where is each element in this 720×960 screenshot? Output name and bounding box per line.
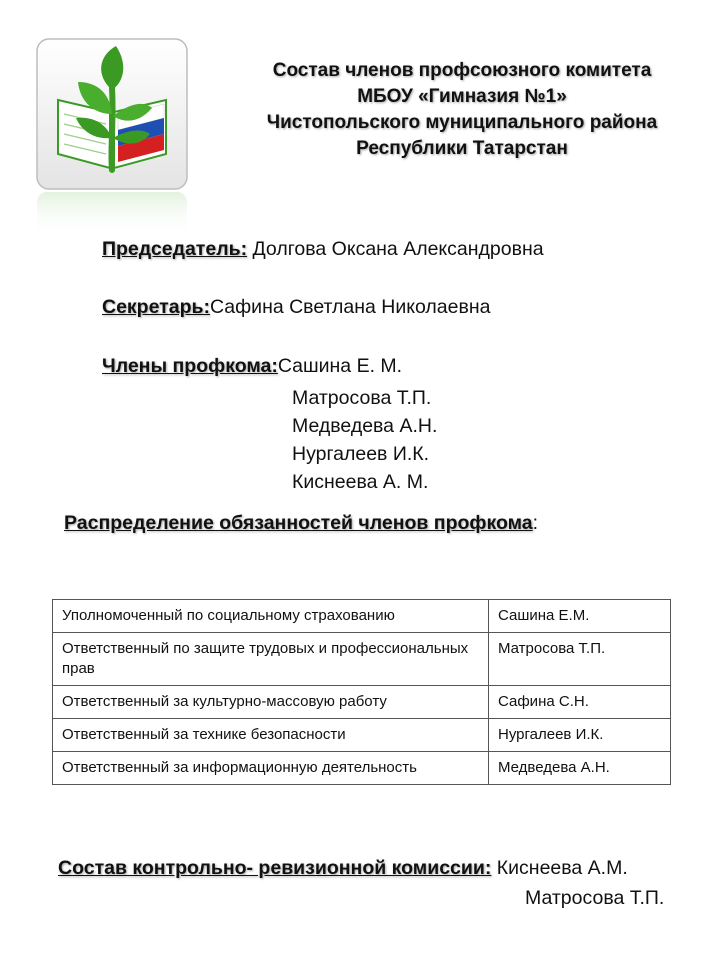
- commission-member: Киснеева А.М.: [496, 857, 628, 879]
- distribution-heading-colon: :: [532, 512, 539, 534]
- distribution-heading: [64, 512, 538, 535]
- member-name: Медведева А.Н.: [292, 415, 438, 437]
- duty-person: Сафина С.Н.: [489, 686, 671, 719]
- members-label: Члены профкома:: [102, 355, 278, 377]
- logo-reflection: [36, 192, 188, 236]
- duty-role: Ответственный за информационную деятельность: [53, 752, 489, 785]
- commission-label: Состав контрольно- ревизионной комиссии:: [58, 857, 492, 879]
- page-title: [232, 58, 692, 162]
- title-line: Состав членов профсоюзного комитета: [272, 60, 652, 81]
- duty-person: Нургалеев И.К.: [489, 719, 671, 752]
- duty-person: Сашина Е.М.: [489, 600, 671, 633]
- duties-table: [52, 599, 671, 785]
- duty-person: Матросова Т.П.: [489, 633, 671, 686]
- table-row: [53, 600, 671, 633]
- title-line: Чистопольского муниципального района: [266, 112, 658, 133]
- duty-role: Уполномоченный по социальному страхованию: [53, 600, 489, 633]
- duty-role: Ответственный по защите трудовых и профессиональных прав: [53, 633, 489, 686]
- commission-member: Матросова Т.П.: [525, 887, 665, 909]
- distribution-heading-text: Распределение обязанностей членов профкома: [64, 512, 533, 534]
- member-name: Киснеева А. М.: [292, 471, 429, 493]
- table-row: [53, 719, 671, 752]
- title-line: МБОУ «Гимназия №1»: [357, 86, 567, 107]
- table-row: [53, 686, 671, 719]
- member-name: Сашина Е. М.: [277, 355, 403, 377]
- member-name: Матросова Т.П.: [292, 387, 432, 409]
- members-row: [102, 355, 402, 378]
- chairman-label: Председатель:: [102, 238, 248, 260]
- commission-row: [58, 857, 628, 880]
- member-name: Нургалеев И.К.: [292, 443, 430, 465]
- chairman-name: Долгова Оксана Александровна: [252, 238, 544, 260]
- duty-role: Ответственный за технике безопасности: [53, 719, 489, 752]
- chairman-row: [102, 238, 544, 261]
- members-list: [292, 384, 437, 496]
- duty-role: Ответственный за культурно-массовую работу: [53, 686, 489, 719]
- secretary-row: [102, 296, 490, 319]
- trade-union-logo-icon: [36, 38, 188, 190]
- secretary-name: Сафина Светлана Николаевна: [209, 296, 491, 318]
- duty-person: Медведева А.Н.: [489, 752, 671, 785]
- table-row: [53, 633, 671, 686]
- secretary-label: Секретарь:: [102, 296, 210, 318]
- table-row: [53, 752, 671, 785]
- title-line: Республики Татарстан: [356, 138, 568, 159]
